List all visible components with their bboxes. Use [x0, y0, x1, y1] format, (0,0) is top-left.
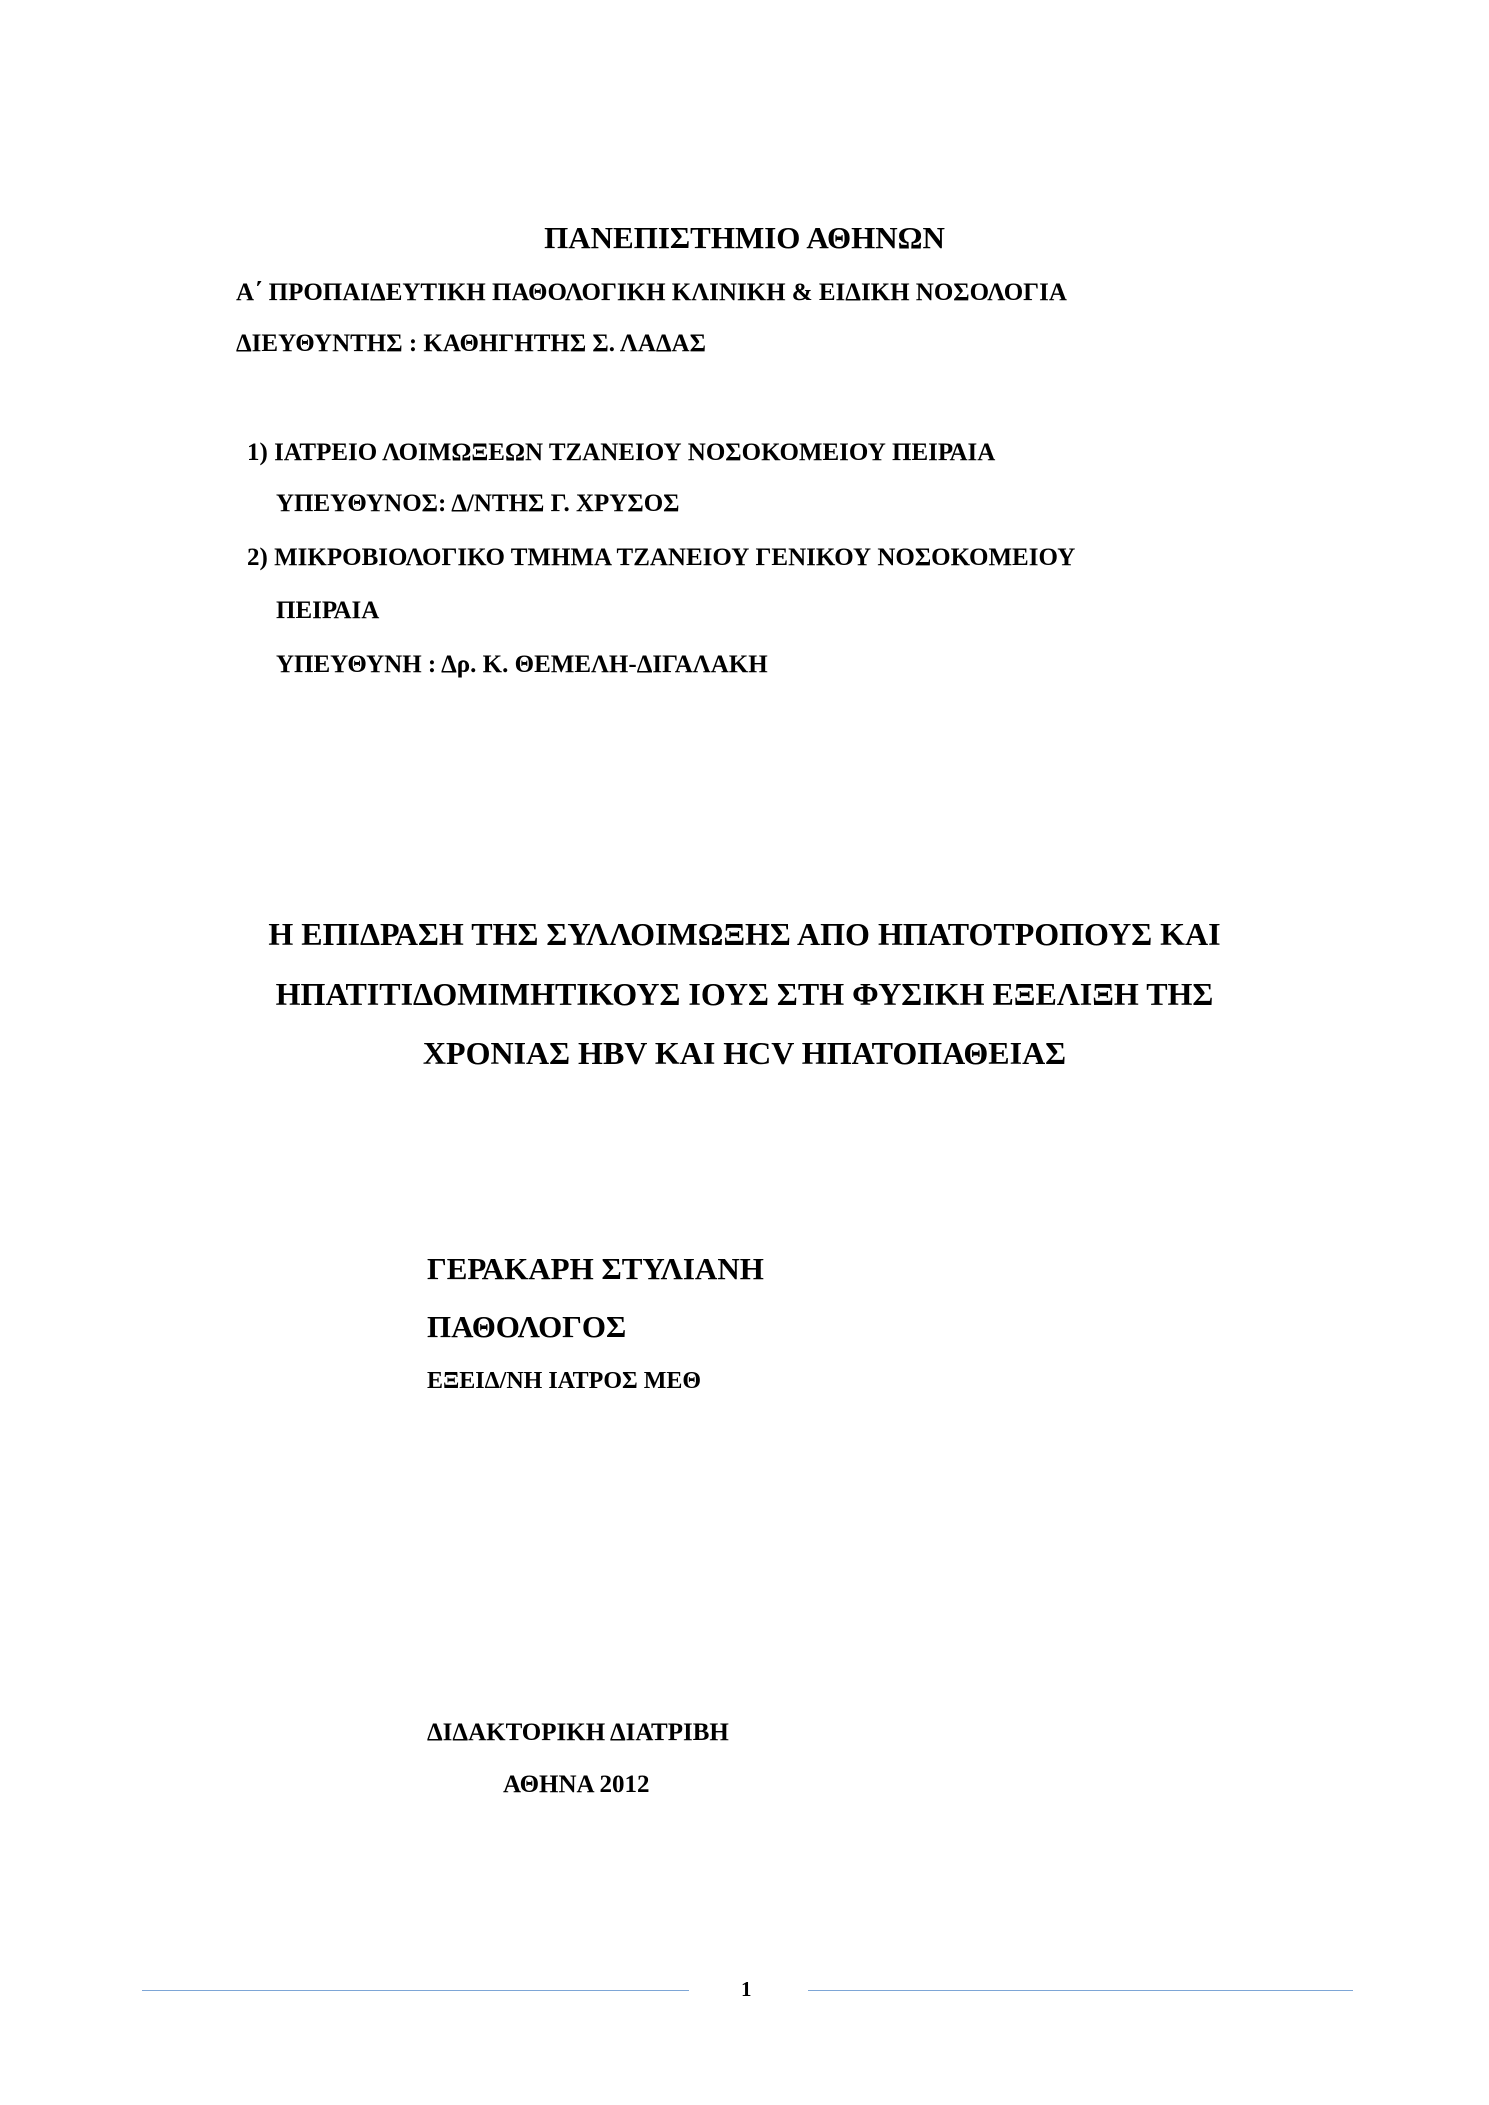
page-number: 1: [741, 1977, 752, 2001]
author-name: ΓΕΡΑΚΑΡΗ ΣΤΥΛΙΑΝΗ: [427, 1251, 764, 1286]
footer-rule-left: [142, 1990, 689, 1991]
thesis-title-line-1: Η ΕΠΙΔΡΑΣΗ ΤΗΣ ΣΥΛΛΟΙΜΩΞΗΣ ΑΠΟ ΗΠΑΤΟΤΡΟΠΟΥΣ ΚΑΙ: [268, 916, 1221, 952]
document-type: ΔΙΔΑΚΤΟΡΙΚΗ ΔΙΑΤΡΙΒΗ: [427, 1719, 729, 1746]
university-name: ΠΑΝΕΠΙΣΤΗΜΙΟ ΑΘΗΝΩΝ: [544, 220, 945, 255]
affiliation-1: 1) ΙΑΤΡΕΙΟ ΛΟΙΜΩΞΕΩΝ ΤΖΑΝΕΙΟΥ ΝΟΣΟΚΟΜΕΙΟΥ ΠΕΙΡΑΙΑ: [247, 439, 996, 466]
affiliation-2-continued: ΠΕΙΡΑΙΑ: [276, 597, 380, 624]
city-year: ΑΘΗΝΑ 2012: [503, 1771, 650, 1798]
clinic-name: Α΄ ΠΡΟΠΑΙΔΕΥΤΙΚΗ ΠΑΘΟΛΟΓΙΚΗ ΚΛΙΝΙΚΗ & ΕΙΔΙΚΗ ΝΟΣΟΛΟΓΙΑ: [236, 279, 1067, 306]
affiliation-2: 2) ΜΙΚΡΟΒΙΟΛΟΓΙΚΟ ΤΜΗΜΑ ΤΖΑΝΕΙΟΥ ΓΕΝΙΚΟΥ ΝΟΣΟΚΟΜΕΙΟΥ: [247, 544, 1076, 571]
author-specialty: ΠΑΘΟΛΟΓΟΣ: [427, 1309, 627, 1344]
thesis-title-line-2: ΗΠΑΤΙΤΙΔΟΜΙΜΗΤΙΚΟΥΣ ΙΟΥΣ ΣΤΗ ΦΥΣΙΚΗ ΕΞΕΛΙΞΗ ΤΗΣ: [275, 976, 1214, 1012]
author-role: ΕΞΕΙΔ/ΝΗ ΙΑΤΡΟΣ ΜΕΘ: [427, 1368, 702, 1394]
affiliation-1-responsible: ΥΠΕΥΘΥΝΟΣ: Δ/ΝΤΗΣ Γ. ΧΡΥΣΟΣ: [276, 490, 680, 517]
affiliation-2-responsible: ΥΠΕΥΘΥΝΗ : Δρ. Κ. ΘΕΜΕΛΗ-ΔΙΓΑΛΑΚΗ: [276, 651, 768, 678]
clinic-director: ΔΙΕΥΘΥΝΤΗΣ : ΚΑΘΗΓΗΤΗΣ Σ. ΛΑΔΑΣ: [236, 330, 706, 357]
thesis-title-line-3: ΧΡΟΝΙΑΣ HBV ΚΑΙ HCV ΗΠΑΤΟΠΑΘΕΙΑΣ: [422, 1035, 1067, 1071]
footer-rule-right: [808, 1990, 1353, 1991]
